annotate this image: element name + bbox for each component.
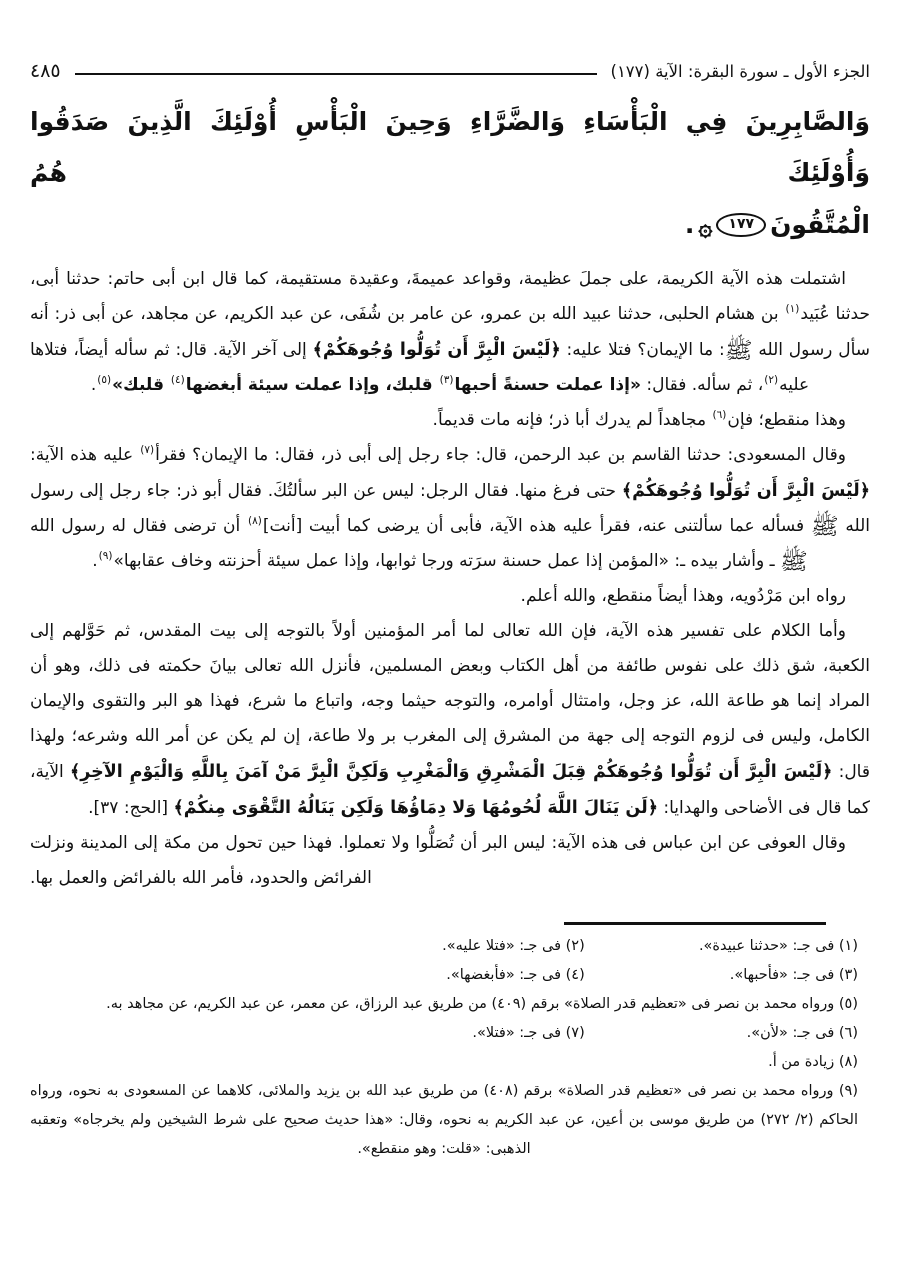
body-text-run: أن ترضى فقال له رسول الله bbox=[30, 515, 247, 536]
header-rule bbox=[75, 73, 597, 76]
footnotes-list bbox=[30, 932, 858, 1164]
footnote-item: (١) فى جـ: «حدثنا عبيدة». bbox=[698, 937, 858, 954]
body-text-run: : ما الإيمان؟ فتلا عليه: bbox=[560, 339, 725, 360]
footnote-ref: (٩) bbox=[98, 549, 113, 562]
body-text-run: وأما الكلام على تفسير هذه الآية، فإن الله تعالى لما أمر المؤمنين أولاً بالتوجه إلى بيت المقدس، ثم حَوَّلهم إلى الكعبة، شق ذلك على نفوس طائفة من أهل الكتاب وبعض المسلمين، فأنزل الله تعالى بيانَ حكمته فى ذلك، وهو أن المراد إنما هو طاعة الله، عز وجل، وامتثال أوامره، والتوجه حيثما وجه، واتباع ما شرع، فهذا هو البر والتقوى والإيمان الكامل، وليس فى لزوم التوجه إلى جهة من المشرق إلى المغرب بر ولا طاعة، إن لم يكن عن أمر الله وشرعه؛ ولهذا قال: bbox=[30, 620, 870, 782]
footnote-ref: (٧) bbox=[140, 443, 155, 456]
body-text-run: وقال العوفى عن ابن عباس فى هذه الآية: ليس البر أن تُصَلُّوا ولا تعملوا. فهذا حين تحول من مكة إلى المدينة ونزلت الفرائض والحدود، فأمر الله بالفرائض والعمل بها. bbox=[30, 833, 846, 889]
footnote-ref: (١) bbox=[785, 302, 800, 315]
quran-quote: ﴿لَيْسَ الْبِرَّ أَن تُوَلُّوا وُجُوهَكُمْ﴾ bbox=[621, 480, 870, 501]
quran-quote: ﴿لَيْسَ الْبِرَّ أَن تُوَلُّوا وُجُوهَكُمْ قِبَلَ الْمَشْرِقِ وَالْمَغْرِبِ وَلَكِنَّ الْبِرَّ مَنْ آمَنَ بِاللَّهِ وَالْيَوْمِ الآخِرِ﴾ bbox=[69, 761, 833, 782]
footnote-item: (٥) ورواه محمد بن نصر فى «تعظيم قدر الصلاة» برقم (٤٠٩) من طريق عبد الرزاق، عن معمر، عن عبد الكريم، عن مجاهد به. bbox=[106, 995, 858, 1012]
hadith-bold: قلبك، وإذا عملت سيئة أبغضها bbox=[185, 374, 439, 395]
body-text-run: اشتملت هذه الآية الكريمة، على جملَ عظيمة، وقواعد عميمةَ، وعقيدة مستقيمة، كما قال ابن أبى حاتم: حدثنا أبى، حدثنا عُبَيد bbox=[30, 268, 870, 324]
footnote-item: (٩) ورواه محمد بن نصر فى «تعظيم قدر الصلاة» برقم (٤٠٨) من طريق عبد الله بن يزيد والملائى، كلاهما عن المسعودى به نحوه، ورواه الحاكم (٢/ ٢٧٢) من طريق موسى بن أعين، عن عبد الكريم به نحوه، وقال: «هذا حديث صحيح على شرط الشيخين ولم يخرجاه» وتعقبه الذهبى: «قلت: وهو منقطع». bbox=[30, 1082, 859, 1157]
body-text-run: مجاهداً لم يدرك أبا ذر؛ فإنه مات قديماً. bbox=[432, 409, 712, 430]
footnote-ref: (٣) bbox=[439, 373, 454, 386]
paragraph-3 bbox=[30, 438, 870, 579]
header-title: الجزء الأول ـ سورة البقرة: الآية (١٧٧) bbox=[610, 61, 870, 81]
body-text-run: [الحج: ٣٧]. bbox=[88, 798, 174, 819]
body-text-run: حتى فرغ منها. فقال الرجل: ليس عن البر سألتُكَ. فقال أبو ذر: جاء رجل إلى رسول الله bbox=[30, 480, 870, 536]
paragraph-4 bbox=[30, 579, 870, 614]
paragraph-5 bbox=[30, 614, 870, 826]
body-text-run: عليه هذه الآية: bbox=[30, 444, 140, 465]
footnote-ref: (٢) bbox=[764, 373, 779, 386]
body-text-run: وهذا منقطع؛ فإن bbox=[727, 409, 846, 430]
page-number: ٤٨٥ bbox=[30, 60, 61, 82]
footnote-ref: (٤) bbox=[170, 373, 185, 386]
footnote-row bbox=[30, 932, 858, 961]
hadith-bold: «إذا عملت حسنةً أحبها bbox=[454, 374, 641, 395]
body-text-run: . bbox=[92, 550, 98, 571]
paragraph-2 bbox=[30, 403, 870, 438]
footnote-item: (٦) فى جـ: «لأن». bbox=[746, 1024, 858, 1041]
footnote-ref: (٦) bbox=[712, 408, 727, 421]
body-text-run: ، ثم سأله. فقال: bbox=[640, 374, 764, 395]
footnote-ref: (٥) bbox=[97, 373, 112, 386]
body-text-run: الآية، كما قال فى الأضاحى والهدايا: bbox=[30, 761, 870, 819]
footnote-row bbox=[30, 1019, 858, 1048]
body-text-run: رواه ابن مَرْدُويه، وهذا أيضاً منقطع، والله أعلم. bbox=[520, 585, 846, 606]
verse-line-2 bbox=[30, 199, 870, 252]
body-text-run: . bbox=[90, 374, 97, 395]
end-of-verse-ornament-icon: ۞ bbox=[698, 212, 713, 241]
body-text-run: وقال المسعودى: حدثنا القاسم بن عبد الرحمن، قال: جاء رجل إلى أبى ذر، فقال: ما الإيمان؟ فقرأ bbox=[155, 444, 846, 465]
body-text-run: إلى آخر الآية. قال: ثم سأله أيضاً، فتلاها عليه bbox=[30, 339, 810, 395]
footnote-separator-rule bbox=[564, 922, 826, 925]
quran-quote: ﴿لَيْسَ الْبِرَّ أَن تُوَلُّوا وُجُوهَكُمْ﴾ bbox=[312, 339, 561, 360]
verse-period: . bbox=[684, 209, 695, 239]
verse-last-word: الْمُتَّقُونَ bbox=[770, 209, 870, 239]
body-text-run: فسأله عما سألتنى عنه، فقرأ عليه هذه الآية، فأبى أن يرضى كما أبيت [أنت] bbox=[262, 515, 811, 536]
hadith-bold: قلبك» bbox=[112, 374, 170, 395]
footnote-ref: (٨) bbox=[247, 514, 262, 527]
pbuh-symbol: ﷺ bbox=[779, 548, 808, 575]
footnote-item: (٨) زيادة من أ. bbox=[768, 1053, 858, 1070]
footnote-item: (٧) فى جـ: «فتلا». bbox=[472, 1024, 585, 1041]
pbuh-symbol: ﷺ bbox=[724, 337, 753, 364]
footnote-row bbox=[30, 961, 858, 990]
footnote-item: (٢) فى جـ: «فتلا عليه». bbox=[442, 937, 585, 954]
body-text bbox=[30, 262, 870, 896]
paragraph-1 bbox=[30, 262, 870, 403]
verse-line-1: وَالصَّابِرِينَ فِي الْبَأْسَاءِ وَالضَّرَّاءِ وَحِينَ الْبَأْسِ أُوْلَئِكَ الَّذِينَ صَدَقُوا وَأُوْلَئِكَ هُمُ bbox=[30, 107, 870, 188]
paragraph-6 bbox=[30, 826, 870, 896]
pbuh-symbol: ﷺ bbox=[810, 513, 839, 540]
quran-quote: ﴿لَن يَنَالَ اللَّهَ لُحُومُهَا وَلا دِمَاؤُهَا وَلَكِن يَنَالُهُ التَّقْوَى مِنكُمْ﴾ bbox=[173, 798, 658, 819]
footnote-item: (٣) فى جـ: «فأحبها». bbox=[729, 966, 858, 983]
body-text-run: ـ وأشار بيده ـ: «المؤمن إذا عمل حسنة سرَته ورجا ثوابها، وإذا عمل سيئة أحزنته وخاف عقابها» bbox=[113, 550, 780, 571]
footnote-item: (٤) فى جـ: «فأبغضها». bbox=[446, 966, 585, 983]
ayah-number-badge: ١٧٧ bbox=[716, 213, 766, 237]
footnotes-section bbox=[30, 922, 858, 1164]
quran-verse-block bbox=[30, 96, 870, 252]
page-header bbox=[30, 60, 870, 82]
body-text-run: بن هشام الحلبى، حدثنا عبيد الله بن عمرو، عن عامر بن شُفَى، عن عبد الكريم، عن مجاهد، عن أبى ذر: أنه سأل رسول الله bbox=[30, 303, 870, 360]
